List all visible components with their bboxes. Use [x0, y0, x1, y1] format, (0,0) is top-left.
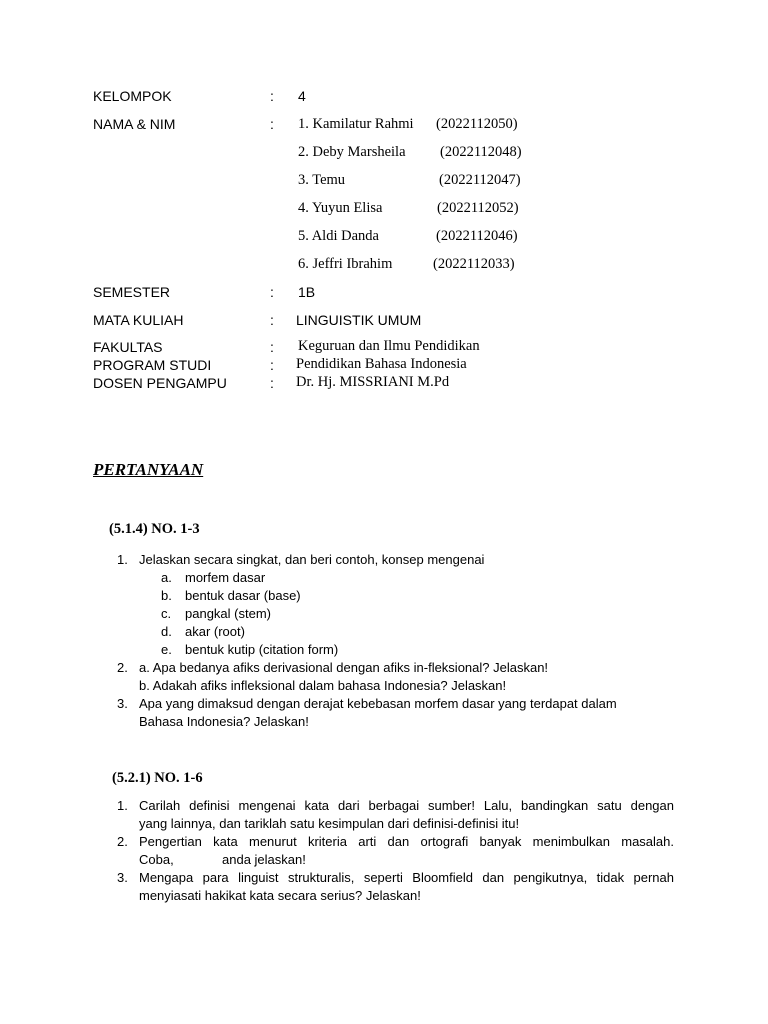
part2-q1-line1: Carilah definisi mengenai kata dari berbagai sumber! Lalu, bandingkan satu dengan: [139, 798, 674, 813]
part2-q3-line1: Mengapa para linguist strukturalis, seperti Bloomfield dan pengikutnya, tidak pernah: [139, 870, 674, 885]
program-studi-colon: :: [270, 357, 274, 373]
member-nim: (2022112052): [437, 200, 519, 216]
part1-q1-item-text: pangkal (stem): [185, 606, 271, 621]
fakultas-label: FAKULTAS: [93, 339, 163, 355]
mata-kuliah-value: LINGUISTIK UMUM: [296, 312, 422, 328]
nama-nim-colon: :: [270, 116, 274, 132]
member-nim: (2022112033): [433, 256, 515, 272]
part1-q1-item-letter: c.: [161, 606, 172, 621]
member-name: 4. Yuyun Elisa: [298, 200, 383, 216]
semester-colon: :: [270, 284, 274, 300]
kelompok-label: KELOMPOK: [93, 88, 172, 104]
part2-title: (5.2.1) NO. 1-6: [112, 770, 203, 786]
program-studi-label: PROGRAM STUDI: [93, 357, 212, 373]
member-name: 6. Jeffri Ibrahim: [298, 256, 393, 272]
member-nim: (2022112047): [439, 172, 521, 188]
part1-q1-text: Jelaskan secara singkat, dan beri contoh, konsep mengenai: [139, 552, 485, 567]
semester-label: SEMESTER: [93, 284, 171, 300]
part1-q1-item-letter: d.: [161, 624, 172, 639]
dosen-value: Dr. Hj. MISSRIANI M.Pd: [296, 374, 450, 390]
member-name: 2. Deby Marsheila: [298, 144, 406, 160]
nama-nim-label: NAMA & NIM: [93, 116, 176, 132]
fakultas-value: Keguruan dan Ilmu Pendidikan: [298, 338, 480, 354]
part1-q1-item-letter: a.: [161, 570, 172, 585]
part1-q1-number: 1.: [117, 552, 128, 567]
part1-q1-item-letter: b.: [161, 588, 172, 603]
part1-q1-item-letter: e.: [161, 642, 172, 657]
part1-q3-line2: Bahasa Indonesia? Jelaskan!: [139, 714, 309, 729]
part1-q1-item-text: bentuk dasar (base): [185, 588, 301, 603]
mata-kuliah-label: MATA KULIAH: [93, 312, 184, 328]
dosen-label: DOSEN PENGAMPU: [93, 375, 227, 391]
semester-value: 1B: [298, 284, 316, 300]
member-name: 1. Kamilatur Rahmi: [298, 116, 414, 132]
member-name: 3. Temu: [298, 172, 346, 188]
part1-q3-number: 3.: [117, 696, 128, 711]
mata-kuliah-colon: :: [270, 312, 274, 328]
part1-q2-line2: b. Adakah afiks infleksional dalam bahasa Indonesia? Jelaskan!: [139, 678, 507, 693]
fakultas-colon: :: [270, 339, 274, 355]
part1-q1-item-text: akar (root): [185, 624, 245, 639]
member-nim: (2022112048): [440, 144, 522, 160]
program-studi-value: Pendidikan Bahasa Indonesia: [296, 356, 467, 372]
kelompok-value: 4: [298, 88, 306, 104]
part1-title: (5.1.4) NO. 1-3: [109, 521, 200, 537]
member-name: 5. Aldi Danda: [298, 228, 379, 244]
part1-q1-item-text: bentuk kutip (citation form): [185, 642, 339, 657]
part2-q2-line2a: Coba,: [139, 852, 174, 867]
part1-q1-item-text: morfem dasar: [185, 570, 266, 585]
part2-q2-line2b: anda jelaskan!: [222, 852, 306, 867]
part2-q1-line2: yang lainnya, dan tariklah satu kesimpulan dari definisi-definisi itu!: [139, 816, 520, 831]
part1-q3-line1: Apa yang dimaksud dengan derajat kebebasan morfem dasar yang terdapat dalam: [139, 696, 617, 711]
dosen-colon: :: [270, 375, 274, 391]
kelompok-colon: :: [270, 88, 274, 104]
part2-q2-number: 2.: [117, 834, 128, 849]
part1-q2-number: 2.: [117, 660, 128, 675]
part2-q2-line1: Pengertian kata menurut kriteria arti dan ortografi banyak menimbulkan masalah.: [139, 834, 674, 849]
member-nim: (2022112046): [436, 228, 518, 244]
part2-q1-number: 1.: [117, 798, 128, 813]
section-title: PERTANYAAN: [93, 460, 204, 479]
part2-q3-number: 3.: [117, 870, 128, 885]
part2-q3-line2: menyiasati hakikat kata secara serius? Jelaskan!: [139, 888, 421, 903]
member-nim: (2022112050): [436, 116, 518, 132]
part1-q2-line1: a. Apa bedanya afiks derivasional dengan afiks in-fleksional? Jelaskan!: [139, 660, 549, 675]
